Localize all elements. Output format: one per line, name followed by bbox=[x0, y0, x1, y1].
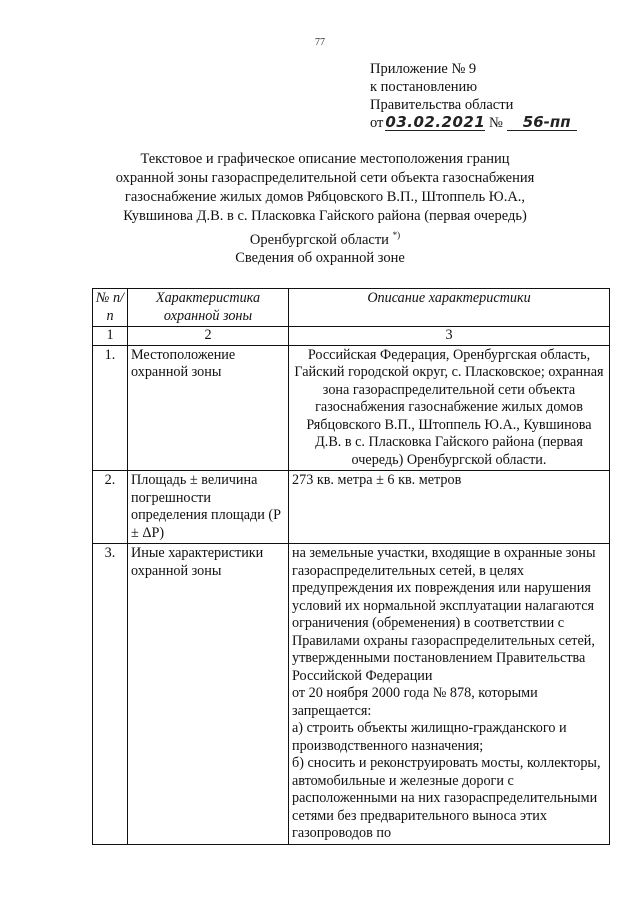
title-line-5 bbox=[60, 226, 590, 250]
header-number: № п/п bbox=[93, 289, 128, 327]
table-header-row bbox=[93, 289, 610, 327]
description-paragraph: на земельные участки, входящие в охранные зоны газораспределительных сетей, в целях предупреждения их повреждения или нарушения условий их нормальной эксплуатации налагаются ограничения (обременения) в соответствии с Правилами охраны газораспределительных сетей, утвержденными постановлением Правительства Российской Федерации bbox=[292, 545, 596, 684]
number-label: № bbox=[488, 115, 503, 131]
row-number: 3. bbox=[93, 544, 128, 845]
protection-zone-table bbox=[92, 288, 610, 845]
index-cell-1: 1 bbox=[93, 327, 128, 346]
table-row bbox=[93, 544, 610, 845]
title-line-4: Кувшинова Д.В. в с. Пласковка Гайского района (первая очередь) bbox=[123, 208, 527, 224]
description-paragraph: а) строить объекты жилищно-гражданского и производственного назначения; bbox=[292, 720, 567, 754]
row-description: 273 кв. метра ± 6 кв. метров bbox=[289, 471, 610, 544]
page-number: 77 bbox=[315, 37, 325, 48]
header-characteristic: Характеристика охранной зоны bbox=[128, 289, 289, 327]
row-number: 2. bbox=[93, 471, 128, 544]
description-paragraph: б) сносить и реконструировать мосты, коллекторы, автомобильные и железные дороги с расположенными на них газораспределительными сетями без предварительного выноса этих газопроводов по bbox=[292, 755, 601, 841]
row-number: 1. bbox=[93, 345, 128, 471]
document-title bbox=[60, 150, 590, 250]
index-cell-2: 2 bbox=[128, 327, 289, 346]
title-line-3: газоснабжение жилых домов Рябцовского В.П., Штоппель Ю.А., bbox=[124, 189, 526, 205]
appendix-line-3: Правительства области bbox=[370, 97, 514, 113]
appendix-line-1: Приложение № 9 bbox=[370, 61, 477, 77]
appendix-date-line bbox=[370, 114, 577, 132]
table-index-row bbox=[93, 327, 610, 346]
table-row bbox=[93, 471, 610, 544]
title-line-2: охранной зоны газораспределительной сети объекта газоснабжения bbox=[115, 170, 535, 186]
index-cell-3: 3 bbox=[289, 327, 610, 346]
title-region: Оренбургской области bbox=[249, 231, 389, 248]
section-subtitle: Сведения об охранной зоне bbox=[235, 250, 405, 266]
header-description: Описание характеристики bbox=[289, 289, 610, 327]
footnote-mark: *) bbox=[392, 230, 401, 240]
handwritten-number: 56-пп bbox=[507, 115, 577, 131]
appendix-block bbox=[370, 60, 577, 132]
row-characteristic: Площадь ± величина погрешности определения площади (P ± ΔP) bbox=[128, 471, 289, 544]
row-characteristic: Местоположение охранной зоны bbox=[128, 345, 289, 471]
table-row bbox=[93, 345, 610, 471]
from-label: от bbox=[370, 115, 384, 131]
row-description bbox=[289, 544, 610, 845]
row-characteristic: Иные характеристики охранной зоны bbox=[128, 544, 289, 845]
handwritten-date: 03.02.2021 bbox=[385, 113, 486, 131]
title-line-1: Текстовое и графическое описание местоположения границ bbox=[140, 151, 510, 167]
row-description: Российская Федерация, Оренбургская область, Гайский городской округ, с. Пласковское; охранная зона газораспределительной сети объекта газоснабжения газоснабжение жилых домов Рябцовского В.П., Штоппель Ю.А., Кувшинова Д.В. в с. Пласковка Гайского района (первая очередь) Оренбургской области. bbox=[289, 345, 610, 471]
appendix-line-2: к постановлению bbox=[370, 79, 478, 95]
description-paragraph: от 20 ноября 2000 года № 878, которыми запрещается: bbox=[292, 685, 538, 719]
